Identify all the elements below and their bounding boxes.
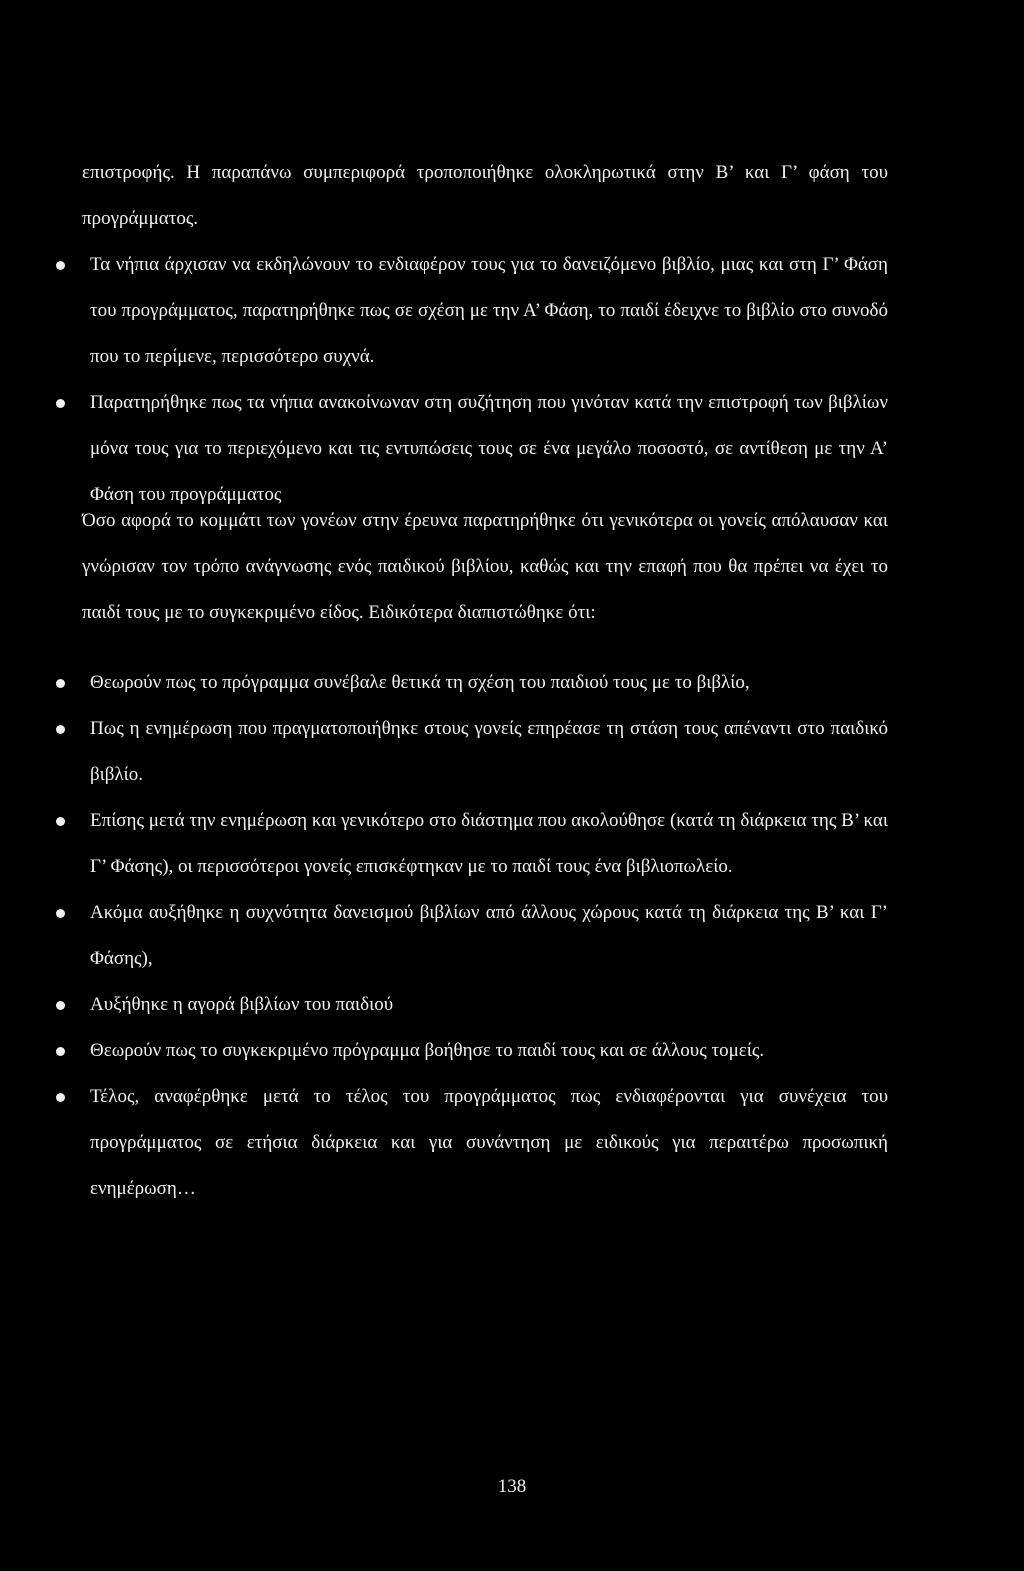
list-item xyxy=(52,798,888,890)
parents-paragraph: Όσο αφορά το κομμάτι των γονέων στην έρευνα παρατηρήθηκε ότι γενικότερα οι γονείς απόλαυσαν και γνώρισαν τον τρόπο ανάγνωσης ενός παιδικού βιβλίου, καθώς και την επαφή που θα πρέπει να έχει το παιδί τους με το συγκεκριμένο είδος. Ειδικότερα διαπιστώθηκε ότι: xyxy=(82,510,888,623)
list-item-text: Ακόμα αυξήθηκε η συχνότητα δανεισμού βιβλίων από άλλους χώρους κατά τη διάρκεια της Β’ και Γ’ Φάσης), xyxy=(90,902,888,969)
bullet-list-children xyxy=(52,242,888,518)
list-item xyxy=(52,242,888,380)
bullet-icon xyxy=(56,909,65,918)
list-item xyxy=(52,706,888,798)
bullet-icon xyxy=(56,725,65,734)
list-item-text: Αυξήθηκε η αγορά βιβλίων του παιδιού xyxy=(90,994,394,1015)
list-item-text: Τέλος, αναφέρθηκε μετά το τέλος του προγράμματος πως ενδιαφέρονται για συνέχεια του προγράμματος σε ετήσια διάρκεια και για συνάντηση με ειδικούς για περαιτέρω προσωπική ενημέρωση… xyxy=(90,1086,888,1199)
list-item-text: Επίσης μετά την ενημέρωση και γενικότερο στο διάστημα που ακολούθησε (κατά τη διάρκεια της Β’ και Γ’ Φάσης), οι περισσότεροι γονείς επισκέφτηκαν με το παιδί τους ένα βιβλιοπωλείο. xyxy=(90,810,888,877)
bullet-icon xyxy=(56,679,65,688)
continuation-paragraph: επιστροφής. Η παραπάνω συμπεριφορά τροποποιήθηκε ολοκληρωτικά στην Β’ και Γ’ φάση του προγράμματος. xyxy=(82,162,888,229)
bullet-icon xyxy=(56,1047,65,1056)
list-item-text: Τα νήπια άρχισαν να εκδηλώνουν το ενδιαφέρον τους για το δανειζόμενο βιβλίο, μιας και στη Γ’ Φάση του προγράμματος, παρατηρήθηκε πως σε σχέση με την Α’ Φάση, το παιδί έδειχνε το βιβλίο στο συνοδό που το περίμενε, περισσότερο συχνά. xyxy=(90,254,888,367)
page-number: 138 xyxy=(497,1476,527,1497)
bullet-icon xyxy=(56,261,65,270)
list-item-text: Πως η ενημέρωση που πραγματοποιήθηκε στους γονείς επηρέασε τη στάση τους απέναντι στο παιδικό βιβλίο. xyxy=(90,718,888,785)
list-item-text: Θεωρούν πως το συγκεκριμένο πρόγραμμα βοήθησε το παιδί τους και σε άλλους τομείς. xyxy=(90,1040,765,1061)
list-item-text: Παρατηρήθηκε πως τα νήπια ανακοίνωναν στη συζήτηση που γινόταν κατά την επιστροφή των βιβλίων μόνα τους για το περιεχόμενο και τις εντυπώσεις τους σε ένα μεγάλο ποσοστό, σε αντίθεση με την Α’ Φάση του προγράμματος xyxy=(90,392,888,505)
bullet-list-parents xyxy=(52,660,888,1212)
list-item xyxy=(52,982,888,1028)
list-item xyxy=(52,1074,888,1212)
list-item xyxy=(52,890,888,982)
bullet-icon xyxy=(56,399,65,408)
list-item-text: Θεωρούν πως το πρόγραμμα συνέβαλε θετικά τη σχέση του παιδιού τους με το βιβλίο, xyxy=(90,672,750,693)
bullet-icon xyxy=(56,1001,65,1010)
list-item xyxy=(52,660,888,706)
bullet-icon xyxy=(56,817,65,826)
list-item xyxy=(52,1028,888,1074)
bullet-icon xyxy=(56,1093,65,1102)
